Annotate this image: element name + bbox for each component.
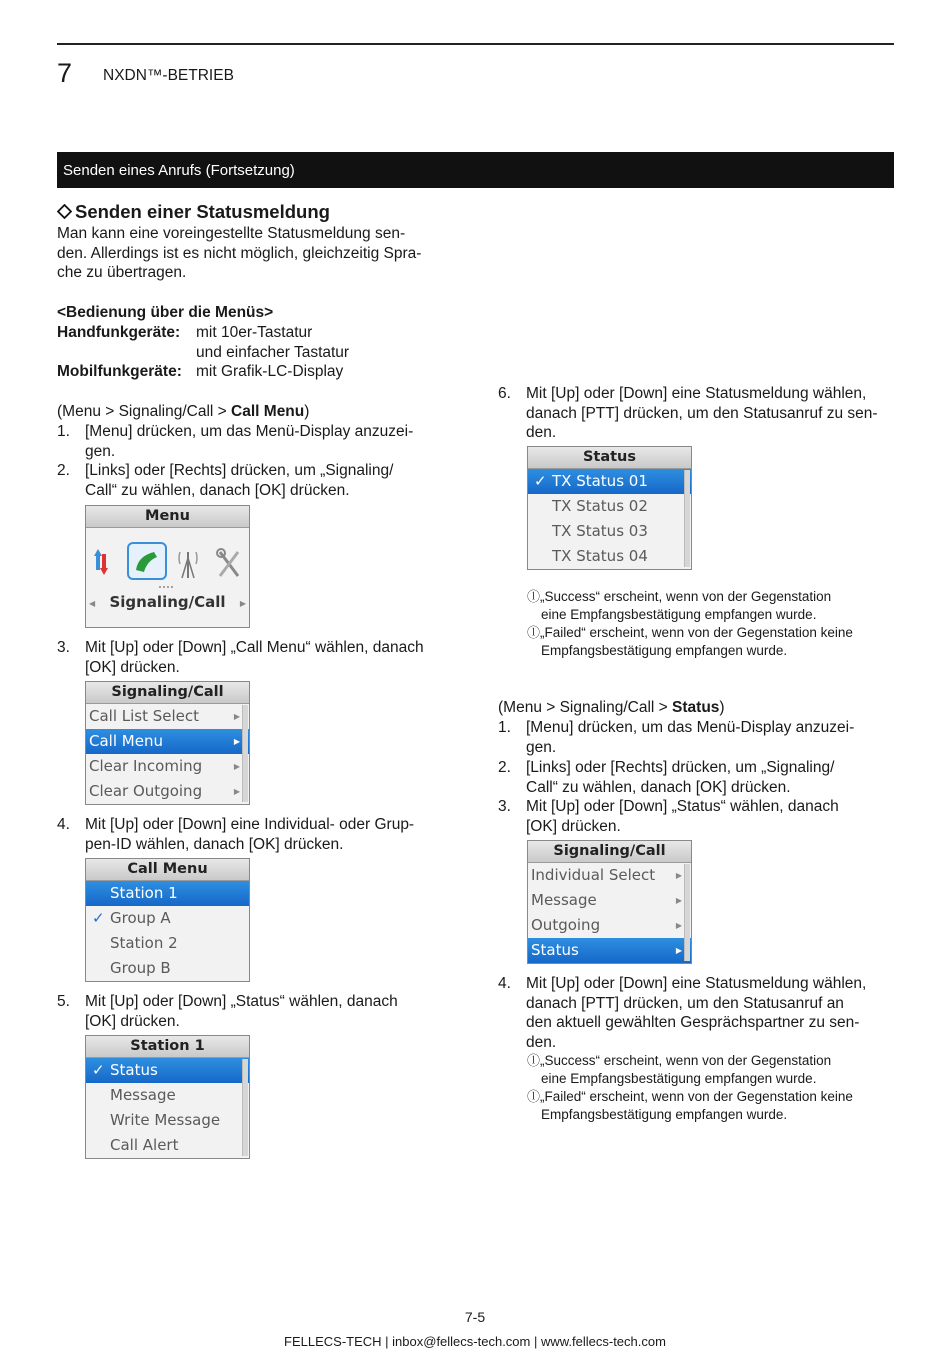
screen-row: ✓ Group A: [86, 906, 249, 931]
info-icon: ⓛ: [527, 589, 541, 604]
footer-company: FELLECS-TECH | inbox@fellecs-tech.com | www.fellecs-tech.com: [284, 1334, 666, 1349]
section-heading: [57, 201, 330, 223]
check-icon: ✓: [92, 909, 105, 927]
step-text: [Links] oder [Rechts] drücken, um „Signaling/ Call“ zu wählen, danach [OK] drücken.: [526, 759, 835, 796]
screen-row: Message ▶: [528, 888, 691, 913]
signaling-call-screen: [85, 681, 250, 805]
step-text: Mit [Up] oder [Down] eine Statusmeldung wählen, danach [PTT] drücken, um den Statusanruf zu sen- den.: [526, 385, 878, 442]
mobile-label: Mobilfunkgeräte:: [57, 363, 182, 380]
screen-row: Station 2: [110, 934, 178, 952]
step-text: [Menu] drücken, um das Menü-Display anzuzei- gen.: [85, 423, 414, 460]
chevron-right-icon: ▶: [233, 762, 240, 771]
hand-value: mit 10er-Tastatur: [196, 324, 313, 341]
screen-row: Message: [110, 1086, 176, 1104]
screen-row-selected: Status ▶: [528, 938, 691, 963]
chevron-right-icon: ▶: [675, 896, 682, 905]
signaling-call-screen: [527, 840, 692, 964]
check-icon: ✓: [92, 1061, 105, 1079]
step-item: [57, 815, 457, 855]
screen-row: Group B: [110, 959, 171, 977]
screen-row: Clear Incoming ▶: [86, 754, 249, 779]
step-text: Mit [Up] oder [Down] eine Statusmeldung wählen, danach [PTT] drücken, um den Statusanruf an den aktuell gewählten Gesprächspartner zu sen- den.: [526, 975, 867, 1052]
chevron-right-icon: ▶: [675, 921, 682, 930]
step-text: [Links] oder [Rechts] drücken, um „Signaling/ Call“ zu wählen, danach [OK] drücken.: [85, 462, 394, 499]
scrollbar: [242, 1059, 248, 1156]
screen-row: Call List Select ▶: [86, 704, 249, 729]
screen-row: Individual Select ▶: [528, 863, 691, 888]
chapter-title: NXDN™-BETRIEB: [103, 67, 234, 84]
step-number: 3.: [57, 639, 70, 656]
step-number: 4.: [498, 975, 511, 992]
step-text: Mit [Up] oder [Down] eine Individual- oder Grup- pen-ID wählen, danach [OK] drücken.: [85, 816, 415, 853]
screen-title: Call Menu: [86, 859, 249, 881]
chevron-right-icon: ▶: [675, 946, 682, 955]
status-screen: [527, 446, 692, 570]
step-text: Mit [Up] oder [Down] „Status“ wählen, danach [OK] drücken.: [85, 993, 398, 1030]
scrollbar: [684, 470, 690, 567]
section-banner: [57, 152, 894, 188]
step-number: 2.: [498, 759, 511, 776]
menu-screen: [85, 505, 250, 628]
screen-row: TX Status 02: [552, 497, 648, 515]
screen-title: Station 1: [86, 1036, 249, 1058]
step-number: 1.: [57, 423, 70, 440]
screen-row-selected: Station 1: [86, 881, 249, 906]
step-item: [498, 758, 898, 798]
chevron-right-icon: ▶: [233, 737, 240, 746]
screen-title: Signaling/Call: [528, 841, 691, 863]
hand-label: Handfunkgeräte:: [57, 324, 181, 341]
step-number: 2.: [57, 462, 70, 479]
note: ⓛ„Failed“ erscheint, wenn von der Gegenstation keine Empfangsbestätigung empfangen wurde.: [527, 1089, 853, 1122]
screen-row-selected: Call Menu ▶: [86, 729, 249, 754]
path-text: (Menu > Signaling/Call >: [57, 403, 232, 420]
left-arrow-icon: ◀: [89, 599, 96, 608]
step-number: 6.: [498, 385, 511, 402]
note: ⓛ„Success“ erscheint, wenn von der Gegenstation eine Empfangsbestätigung empfangen wurde.: [527, 589, 832, 622]
step-item: [57, 422, 457, 462]
path-text: ): [304, 403, 310, 420]
top-rule: [57, 43, 894, 45]
chapter-number: 7: [57, 58, 73, 88]
menu-path: (Menu > Signaling/Call > Status): [498, 699, 725, 716]
screen-row: Write Message: [110, 1111, 221, 1129]
screen-title: Signaling/Call: [86, 682, 249, 704]
screen-row: Clear Outgoing ▶: [86, 779, 249, 804]
menu-label: Signaling/Call: [109, 593, 226, 611]
section-title: Senden einer Statusmeldung: [75, 201, 330, 222]
call-menu-screen: [85, 858, 250, 982]
intro-line: che zu übertragen.: [57, 264, 187, 282]
info-icon: ⓛ: [527, 1053, 541, 1068]
screen-row: TX Status 03: [552, 522, 648, 540]
step-number: 1.: [498, 719, 511, 736]
screen-row-selected: ✓ Status: [86, 1058, 249, 1083]
step-text: Mit [Up] oder [Down] „Status“ wählen, danach [OK] drücken.: [526, 798, 839, 835]
hand-value: und einfacher Tastatur: [196, 344, 350, 361]
step-item: [57, 461, 457, 501]
scrollbar: [242, 705, 248, 802]
screen-row-selected: ✓ TX Status 01: [528, 469, 691, 494]
step-number: 3.: [498, 798, 511, 815]
menu-path: [57, 402, 309, 422]
chevron-right-icon: ▶: [675, 871, 682, 880]
chevron-right-icon: ▶: [233, 712, 240, 721]
step-item: [498, 974, 898, 1054]
step-text: [Menu] drücken, um das Menü-Display anzuzei- gen.: [526, 719, 855, 756]
step-number: 4.: [57, 816, 70, 833]
intro-line: den. Allerdings ist es nicht möglich, gleichzeitig Spra-: [57, 244, 422, 262]
phone-icon: [128, 543, 166, 579]
menu-icons: [86, 534, 249, 594]
step-item: [498, 384, 898, 444]
station-screen: [85, 1035, 250, 1159]
tone-icon: [94, 549, 108, 575]
intro-line: Man kann eine voreingestellte Statusmeldung sen-: [57, 225, 406, 242]
tools-icon: [217, 549, 238, 576]
menu-operation-heading: <Bedienung über die Menüs>: [57, 304, 274, 321]
antenna-icon: [179, 552, 197, 578]
note: ⓛ„Success“ erscheint, wenn von der Gegenstation eine Empfangsbestätigung empfangen wurde.: [527, 1053, 832, 1086]
step-item: [498, 718, 898, 758]
info-icon: ⓛ: [527, 1089, 541, 1104]
step-item: [498, 797, 898, 837]
screen-row: Outgoing ▶: [528, 913, 691, 938]
screen-title: Status: [528, 447, 691, 469]
screen-row: Call Alert: [110, 1136, 179, 1154]
screen-title: Menu: [86, 506, 249, 528]
mobile-value: mit Grafik-LC-Display: [196, 363, 344, 380]
chevron-right-icon: ▶: [233, 787, 240, 796]
right-arrow-icon: ▶: [239, 599, 246, 608]
diamond-icon: [57, 204, 72, 219]
step-item: [57, 638, 457, 678]
check-icon: ✓: [534, 472, 547, 490]
note: ⓛ„Failed“ erscheint, wenn von der Gegenstation keine Empfangsbestätigung empfangen wurde.: [527, 625, 853, 658]
step-item: [57, 992, 457, 1032]
step-number: 5.: [57, 993, 70, 1010]
step-text: Mit [Up] oder [Down] „Call Menu“ wählen, danach [OK] drücken.: [85, 639, 424, 676]
intro-paragraph: [57, 224, 421, 283]
banner-text: Senden eines Anrufs (Fortsetzung): [63, 162, 295, 179]
scrollbar: [684, 864, 690, 961]
path-bold: Call Menu: [231, 403, 305, 420]
screen-row: TX Status 04: [552, 547, 648, 565]
info-icon: ⓛ: [527, 625, 541, 640]
page-number: 7-5: [464, 1309, 486, 1325]
